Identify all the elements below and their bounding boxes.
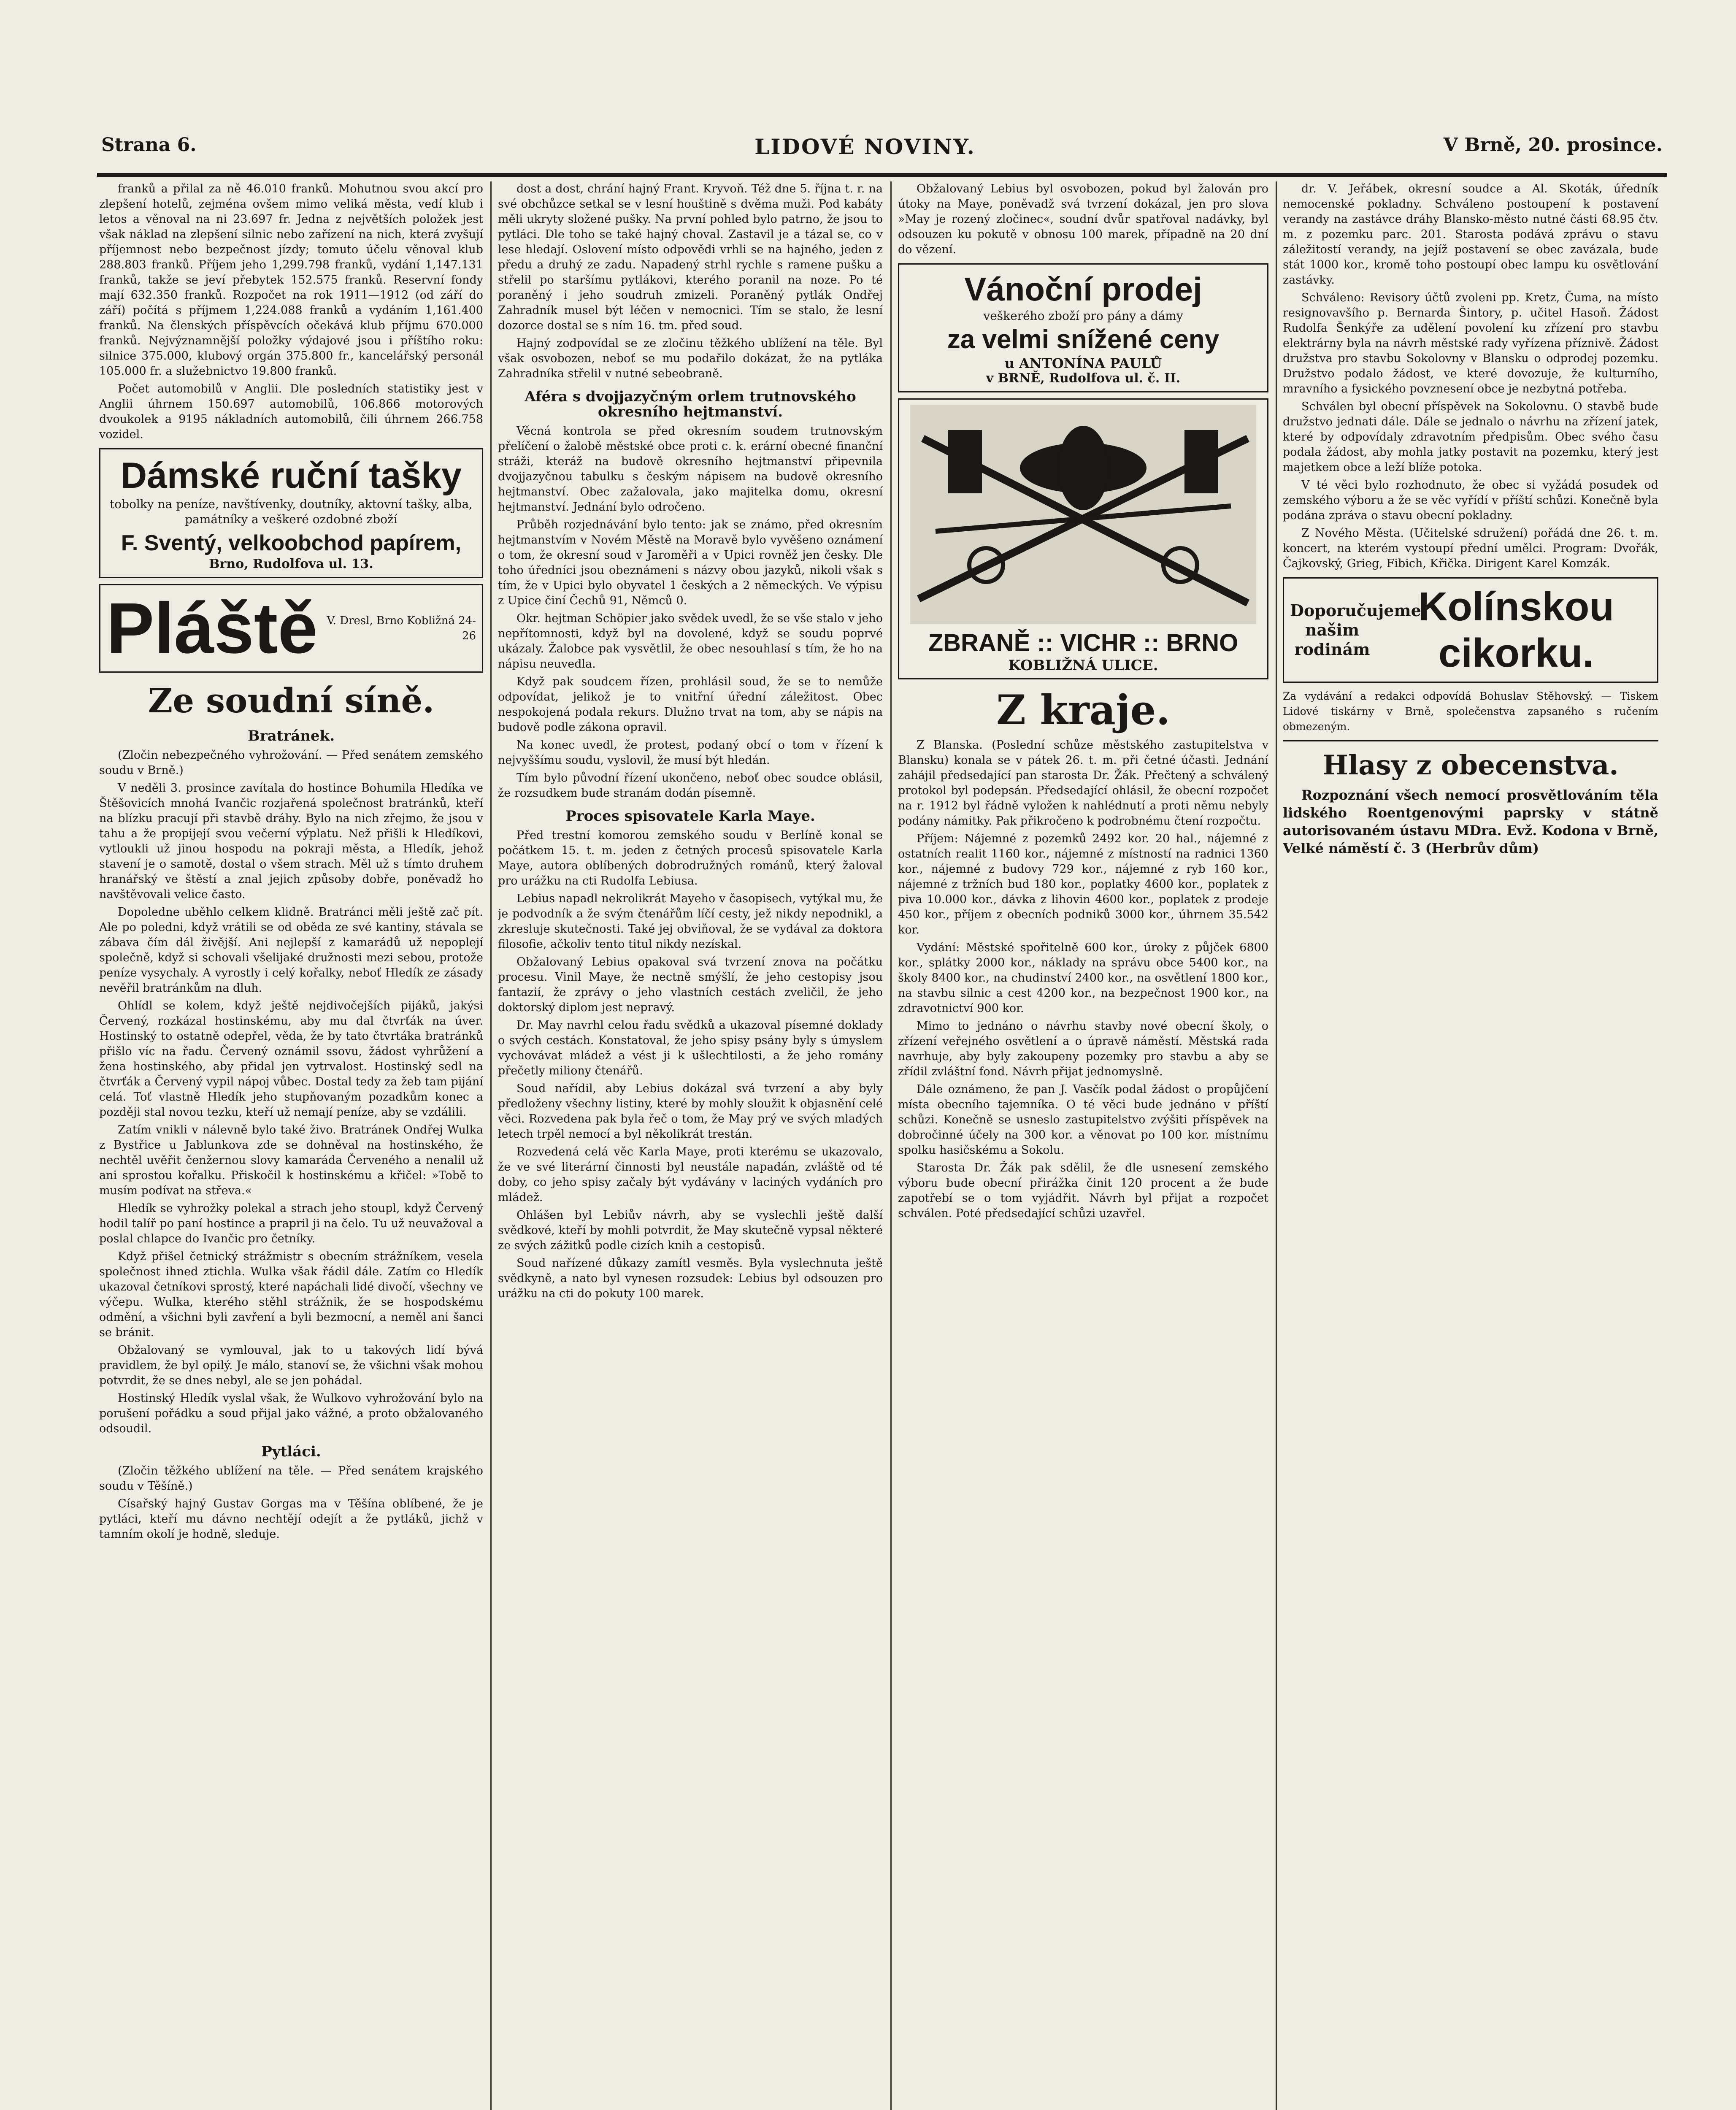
article-paragraph: Soud nařízené důkazy zamítl vesměs. Byla vyslechnuta ještě svědkyně, a nato byl vynesen rozsudek: Lebius byl odsouzen pro urážku na cti do pokuty 100 marek. [498, 1257, 883, 1300]
article-paragraph: Rozvedená celá věc Karla Maye, proti kterému se ukazovalo, že ve své literární činnosti byl neustále napadán, zvláště od té doby, co jeho spisy začaly být vydávány v laciných vydáních pro mládež. [498, 1145, 883, 1204]
advertisement [898, 263, 1268, 392]
article-title: Pytláci. [261, 1443, 321, 1460]
article-paragraph: franků a přilal za ně 46.010 franků. Mohutnou svou akcí pro zlepšení hotelů, zejména ovšem mimo veliká města, vedí klub i letos a věnoval na ni 23.697 fr. Jedna z největších položek jest však náklad na zlepšení silnic nebo zařízení na nich, která zvyšují příjemnost nebo bezpečnost jízdy; tomuto účelu věnoval klub 288.803 franků. Příjem jeho 1,299.798 franků, vydání 1,147.131 franků, takže se jeví přebytek 152.575 franků. Reservní fondy mají 632.350 franků. Rozpočet na rok 1911—1912 (od září do září) počítá s příjmem 1,224.088 franků a vydáním 1,161.400 franků. Na členských příspěvcích očekává klub příjmu 670.000 franků. Nejvýznamnější položky výdajové jsou i příštího roku: silnice 375.000, klubový orgán 375.800 fr., kancelářský personál 105.000 fr. a služebnictvo 19.800 franků. [99, 182, 483, 378]
article-paragraph: Když pak soudcem řízen, prohlásil soud, že se to nemůže odpovídat, jelikož je to vnitřní úřední záležitost. Obec nespokojená podala rekurs. Dlužno trvat na tom, aby se nápis na budově podle zákona opravil. [498, 675, 883, 734]
article-paragraph: Z Blanska. (Poslední schůze městského zastupitelstva v Blansku) konala se v pátek 26. t. m. při četné účasti. Jednání zahájil předsedající pan starosta Dr. Žák. Přečtený a schválený protokol byl podepsán. Předsedající ohlásil, že obecní rozpočet na r. 1912 byl řádně vyložen k nahlédnutí a proti němu nebyly podány námitky. Pak přikročeno k podrobnému čtení rozpočtu. [898, 738, 1268, 828]
ad-text: V. Dresl, Brno Kobližná 24-26 [327, 614, 476, 642]
article-paragraph: Schváleno: Revisory účtů zvoleni pp. Kretz, Čuma, na místo resignovavšího p. Bernarda Šintory, p. učitel Hasoň. Žádost Rudolfa Šenkýře za udělení povolení ku zřízení pro stavbu elektrárny byla na návrh městské rady vyřízena příznivě. Žádost družstva pro stavbu Sokolovny v Blansku o odprodej pozemku. Družstvo podalo žádost, ve které dovozuje, že kulturního, mravního a fysického povznesení obce je nezbytná potřeba. [1283, 291, 1658, 395]
article-paragraph: V té věci bylo rozhodnuto, že obec si vyžádá posudek od zemského výboru a že se věc vyřídí v příští schůzi. Konečně byla podána zpráva o stavu obecní pokladny. [1283, 479, 1658, 522]
column-divider [490, 181, 492, 2110]
section-title: Hlasy z obecenstva. [1322, 749, 1619, 781]
column-divider [890, 181, 892, 2110]
column-2 [498, 181, 883, 2110]
page-number: Strana 6. [101, 134, 197, 156]
article-paragraph: Hostinský Hledík vyslal však, že Wulkovo vyhrožování bylo na porušení pořádku a soud přijal jako vážné, a proto obžalovaného odsoudil. [99, 1392, 483, 1435]
article-paragraph: Dále oznámeno, že pan J. Vasčík podal žádost o propůjčení místa obecního tajemníka. O té věci bude jednáno v příští schůzi. Konečně se usneslo zastupitelstvo zvýšiti příspěvek na dobročinné účely na 300 kor. a věnovat po 100 kor. místnímu spolku hasičskému a Sokolu. [898, 1083, 1268, 1157]
article-title: Proces spisovatele Karla Maye. [565, 808, 815, 825]
column-1 [99, 181, 483, 2110]
article-paragraph: V neděli 3. prosince zavítala do hostince Bohumila Hledíka ve Štěšovicích mnohá Ivančic rozjařená společnost bratránků, kteří na blízku pracují při stavbě dráhy. Bylo na nich zřejmo, že jsou v tahu a že propijejí svou večerní výplatu. Než přišli k Hledíkovi, vytloukli už jinou hospodu na pokraji města, a Hledík, jehož stavení je o samotě, dostal o všem strach. Měl už s tímto druhem hranářský ve štěstí a znal jejich způsoby dobře, poněvadž ho navštěvovali velice často. [99, 782, 483, 901]
article-paragraph: Průběh rozjednávání bylo tento: jak se známo, před okresním hejtmanstvím v Novém Městě na Moravě bylo vyvěšeno oznámení o tom, že okresní soud v Jaroměři a v Upici rovněž jen česky. Dle toho úředníci jsou obeznámeni s názvy obou jazyků, nikoli však s tím, že v Upici bylo obyvatel 1 českých a 2 německých. Ve výpisu z Upice činí Čechů 91, Němců 0. [498, 518, 883, 607]
ad-title: ZBRANĚ :: VICHR :: BRNO [928, 629, 1238, 657]
article-paragraph: Z Nového Města. (Učitelské sdružení) pořádá dne 26. t. m. koncert, na kterém vystoupí přední umělci. Program: Dvořák, Čajkovský, Grieg, Fibich, Křička. Dirigent Karel Komzák. [1283, 527, 1658, 570]
ad-text: tobolky na peníze, navštívenky, doutníky, aktovní tašky, alba, památníky a veškeré ozdobné zboží [110, 497, 473, 526]
article-paragraph: Ohlášen byl Lebiův návrh, aby se vyslechli ještě další svědkové, kteří by mohli potvrdit, že May skutečně vypsal některé ze svých zážitků podle cizích knih a cestopisů. [498, 1209, 883, 1252]
article-paragraph: dost a dost, chrání hajný Frant. Kryvoň. Též dne 5. října t. r. na své obchůzce setkal se v lesní houštině s dvěma muži. Pod kabáty měli ukryty složené pušky. Na první pohled bylo patrno, že jsou to pytláci. Dle toho se také hajný choval. Zastavil je a tázal se, co v lese hledají. Oslovení místo odpovědi vrhli se na hajného, jeden z předu a druhý ze zadu. Napadený strhl rychle s ramene pušku a střelil po staršímu pytlákovi, kterého poranil na noze. Po té poraněný i jeho soudruh zmizeli. Poraněný pytlák Ondřej Zahradník musel být léčen v nemocnici. Tím se stalo, že lesní dozorce dostal se s ním 16. tm. před soud. [498, 182, 883, 332]
article-paragraph: Císařský hajný Gustav Gorgas ma v Těšína oblíbené, že je pytláci, kteří mu dávno nechtějí odejít a že pytláků, jichž v tamním okolí je hodně, sleduje. [99, 1497, 483, 1541]
advertisement [99, 584, 483, 673]
article-paragraph: Obžalovaný Lebius byl osvobozen, pokud byl žalován pro útoky na Maye, poněvadž svá tvrzení dokázal, jen pro slova »May je rozený zločinec«, soudní dvůr spatřoval nadávky, byl odsouzen ku pokutě v obnosu 100 marek, případně na 20 dní do vězení. [898, 182, 1268, 256]
article-paragraph: Soud nařídil, aby Lebius dokázal svá tvrzení a aby byly předloženy všechny listiny, které by mohly sloužit k objasnění celé věci. Rozvedena pak byla řeč o tom, že May prý ve svých mladých letech trpěl nemocí a byl několikrát trestán. [498, 1082, 883, 1141]
dateline: V Brně, 20. prosince. [1443, 134, 1663, 156]
ad-address: v BRNĚ, Rudolfova ul. č. II. [986, 371, 1181, 386]
masthead: LIDOVÉ NOVINY. [754, 134, 976, 159]
header-rule [97, 173, 1667, 177]
article-paragraph: Hajný zodpovídal se ze zločinu těžkého ublížení na těle. Byl však osvobozen, neboť se mu podařilo dokázat, že na pytláka Zahradníka střelil v nutné sebeobraně. [498, 337, 883, 380]
column-divider [1276, 181, 1277, 2110]
article-paragraph: Okr. hejtman Schöpier jako svědek uvedl, že se vše stalo v jeho nepřítomnosti, když byl na dovolené, když se soudu poprvé ukázaly. Žalobce pak vysvětlil, že obec nesouhlasí s tím, že ho na nápisu neuvedla. [498, 612, 883, 671]
ad-text: veškerého zboží pro pány a dámy [983, 309, 1183, 323]
section-rule [1283, 740, 1658, 741]
article-paragraph: Obžalovaný se vymlouval, jak to u takových lidí bývá pravidlem, že byl opilý. Je málo, stanoví se, že všichni však mohou potvrdit, že se dnes nebyl, ale se jen pohádal. [99, 1344, 483, 1387]
article-paragraph: (Zločin nebezpečného vyhrožování. — Před senátem zemského soudu v Brně.) [99, 749, 483, 777]
article-paragraph: Lebius napadl nekrolikrát Mayeho v časopisech, vytýkal mu, že je podvodník a že svým čtenářům líčí cesty, jež nikdy nepodnikl, a zkresluje skutečnosti. Také jej obviňoval, že se vydával za doktora filosofie, ačkoliv tento titul nikdy nezískal. [498, 892, 883, 951]
article-paragraph: Příjem: Nájemné z pozemků 2492 kor. 20 hal., nájemné z ostatních realit 1160 kor., nájemné z místností na radnici 1360 kor., nájemné z budovy 729 kor., nájemné z ryb 160 kor., nájemné z tržních bud 180 kor., poplatky 4600 kor., poplatek z piva 10.000 kor., dávka z lihovin 4600 kor., poplatek z prodeje 450 kor., příjem z obecních podniků 3000 kor., úhrnem 35.542 kor. [898, 832, 1268, 936]
article-paragraph: dr. V. Jeřábek, okresní soudce a Al. Skoták, úředník nemocenské pokladny. Schváleno postoupení k postavení verandy na zastávce dráhy Blansko-město nutné části 68.95 čtv. m. z pozemku parc. 201. Starosta podává zprávu o stavu záležitostí verandy, na jejíž postavení se obec zavázala, bude stát 1000 kor., kromě toho postoupí obec lampu ku osvětlování zastávky. [1283, 182, 1658, 287]
article-paragraph: Zatím vnikli v nálevně bylo také živo. Bratránek Ondřej Wulka z Bystřice u Jablunkova zde se dohněval na hostinského, že nechtěl uvěřit čenžernou slovy kamaráda Červeného a nenalil už ani sprostou kořalku. Přiskočil k hostinskému a křičel: »Tobě to musím podívat na střeva.« [99, 1123, 483, 1197]
article-paragraph: Hledík se vyhrožky polekal a strach jeho stoupl, když Červený hodil talíř po paní hostince a prapril ji na čelo. Tu už neuvažoval a poslal chlapce do Ivančic pro četníky. [99, 1202, 483, 1245]
article-paragraph: Dr. May navrhl celou řadu svědků a ukazoval písemné doklady o svých cestách. Konstatoval, že jeho spisy psány byly s úmyslem vychovávat mládež a vést ji k ušlechtilosti, a že jeho romány přečetly miliony čtenářů. [498, 1019, 883, 1077]
article-paragraph: Na konec uvedl, že protest, podaný obcí o tom v řízení k nejvyššímu soudu, vyslovil, že musí být hledán. [498, 738, 883, 767]
article-paragraph: (Zločin těžkého ublížení na těle. — Před senátem krajského soudu v Těšíně.) [99, 1464, 483, 1493]
article-paragraph: Schválen byl obecní příspěvek na Sokolovnu. O stavbě bude družstvo jednati dále. Dále se jednalo o návrhu na zřízení jatek, které by odpovídaly zdravotním předpisům. Obec svého času podala žádost, aby mohla jatky postavit na pozemku, který jest majetkem obce a leží blíže potoka. [1283, 400, 1658, 474]
article-paragraph: Starosta Dr. Žák pak sdělil, že dle usnesení zemského výboru bude obecní přirážka činit 120 procent a že bude zapotřebí se o tom vyjádřit. Návrh byl přijat a rozpočet schválen. Poté předsedající schůzi uzavřel. [898, 1161, 1268, 1220]
weapons-illustration [910, 405, 1256, 624]
ad-firm: u ANTONÍNA PAULŮ [1004, 355, 1162, 371]
ad-firm: F. Sventý, velkoobchod papírem, [121, 531, 462, 555]
advertisement [1283, 577, 1658, 683]
ad-title: Kolínskou cikorku. [1418, 584, 1614, 676]
article-paragraph: Před trestní komorou zemského soudu v Berlíně konal se počátkem 15. t. m. jeden z četných procesů spisovatele Karla Maye, autora oblíbených dobrodružných románů, který žaloval pro urážku na cti Rudolfa Lebiusa. [498, 829, 883, 887]
article-paragraph: Počet automobilů v Anglii. Dle posledních statistiky jest v Anglii úhrnem 150.697 automobilů, 106.866 motorových dvoukolek a 9195 nákladních automobilů, čili úhrnem 266.758 vozidel. [99, 382, 483, 441]
ad-address: Brno, Rudolfova ul. 13. [209, 557, 373, 571]
column-4 [1283, 181, 1658, 2110]
article-title: Aféra s dvojjazyčným orlem trutnovského okresního hejtmanství. [525, 388, 856, 420]
article-paragraph: Tím bylo původní řízení ukončeno, neboť obec soudce oblásil, že rozsudkem bude stranám dodán písemně. [498, 771, 883, 800]
article-paragraph: Vydání: Městské spořitelně 600 kor., úroky z půjček 6800 kor., splátky 2000 kor., náklady na správu obce 5400 kor., na školy 8400 kor., na chudinství 2400 kor., na osvětlení 1800 kor., na stavbu silnic a cest 4200 kor., na bezpečnost 1900 kor., na zdravotnictví 900 kor. [898, 941, 1268, 1015]
ad-text: Doporučujeme našim rodinám [1290, 601, 1421, 659]
article-paragraph: Mimo to jednáno o návrhu stavby nové obecní školy, o zřízení veřejného osvětlení a o úpravě náměstí. Městská rada navrhuje, aby byly zakoupeny pozemky pro stavbu a aby se zřídil zvláštní fond. Návrh přijat jednomyslně. [898, 1020, 1268, 1078]
article-paragraph: Obžalovaný Lebius opakoval svá tvrzení znova na počátku procesu. Vinil Maye, že nectně smýšlí, že jeho cestopisy jsou fantazií, že zprávy o jeho vlastních cestách zveličil, že jeho doktorský diplom jest nepravý. [498, 955, 883, 1014]
column-3 [898, 181, 1268, 2110]
article-title: Bratránek. [247, 728, 335, 744]
article-paragraph: Věcná kontrola se před okresním soudem trutnovským přelíčení o žalobě městské obce proti c. k. erární obecné finanční stráži, kteráž na budově okresního hejtmanství připevnila dvojjazyčnou tabulku s českým nápisem na budově okresního hejtmanství. Obec zažalovala, jako majitelka domu, okresní hejtmanství. Jednání bylo odročeno. [498, 425, 883, 514]
section-title: Z kraje. [996, 686, 1171, 734]
ad-address: KOBLIŽNÁ ULICE. [1008, 657, 1158, 674]
ad-title: za velmi snížené ceny [947, 325, 1220, 354]
ad-title: Vánoční prodej [964, 271, 1202, 308]
article-paragraph: Rozpoznání všech nemocí prosvětlováním těla lidského Roentgenovými paprsky v státně autorisovaném ústavu MDra. Evž. Kodona v Brně, Velké náměstí č. 3 (Herbrův dům) [1283, 787, 1658, 856]
ad-title: Dámské ruční tašky [121, 455, 462, 496]
ad-title: Pláště [106, 588, 318, 668]
advertisement [99, 448, 483, 578]
imprint: Za vydávání a redakci odpovídá Bohuslav Stěhovský. — Tiskem Lidové tiskárny v Brně, společenstva zapsaného s ručením obmezeným. [1283, 690, 1658, 733]
article-paragraph: Dopoledne uběhlo celkem klidně. Bratránci měli ještě zač pít. Ale po poledni, když vrátili se od oběda ze své kantiny, stávala se zábava čím dál živější. Ani nejlepší z kamarádů už nepoplejí společně, když si schovali všelijaké družnosti mezi sebou, protože peníze vysychaly. A vyrostly i celý kořalky, neboť Hledík ze zásady nevěřil bratránkům na dluh. [99, 906, 483, 995]
article-paragraph: Ohlídl se kolem, když ještě nejdivočejších pijáků, jakýsi Červený, rozkázal hostinskému, aby mu dal čtvrťák na úver. Hostinský to ostatně odepřel, věda, že by tato čtvrtáka bratránků přišlo víc na řadu. Červený oznámil ssovu, žádost vyhrůžení a žena hostinského, aby přidal jen vytrvalost. Hostinský sedl na čtvrťák a Červený vypil nápoj vůbec. Dostal tedy za žeb tam pijání celá. Toť vlastně Hledík jeho stupňovaným pozadkům konec a později stal novou tezku, kteří už nemají peníze, aby se vzdálili. [99, 999, 483, 1119]
article-paragraph: Když přišel četnický strážmistr s obecním strážníkem, vesela společnost ihned ztichla. Wulka však řádil dále. Zatím co Hledík ukazoval četníkovi sprostý, které napáchali lidé divočí, všechny ve výčepu. Wulka, kterého stěhl strážnik, že se hospodskému odmění, a všichni byli zavření a byli bezmocní, a neměl ani šanci se bránit. [99, 1250, 483, 1339]
advertisement [898, 398, 1268, 679]
section-title: Ze soudní síně. [148, 681, 435, 720]
